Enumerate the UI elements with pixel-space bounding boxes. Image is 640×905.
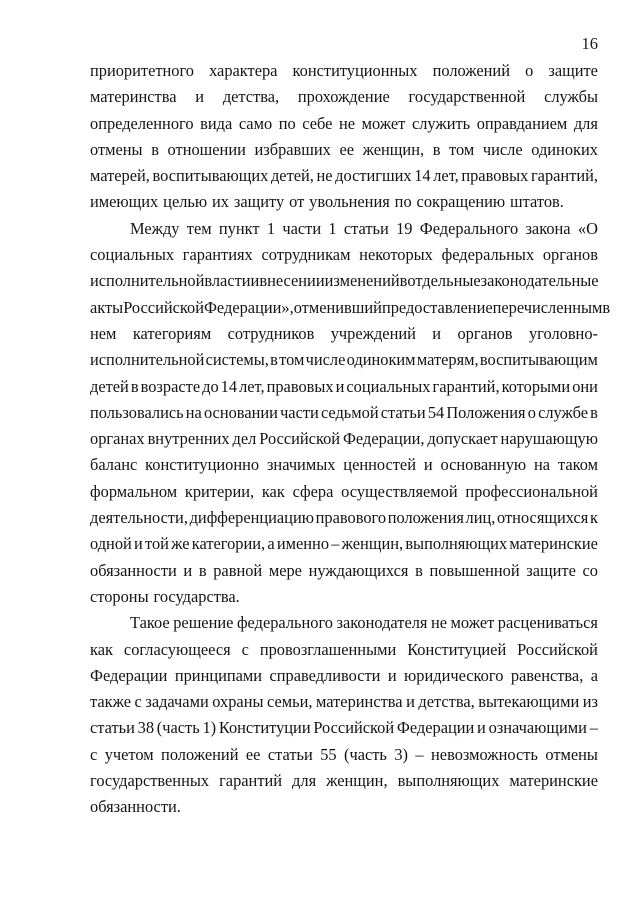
word: гарантий, <box>432 376 500 396</box>
word: с <box>90 744 98 764</box>
paragraph <box>90 216 611 610</box>
word: по <box>278 113 296 133</box>
word: приоритетного <box>90 61 194 80</box>
word: к <box>589 508 598 528</box>
word: положений <box>432 61 510 80</box>
word: исполнительной <box>90 271 205 291</box>
word: обязанности <box>90 560 177 580</box>
word: от <box>289 192 305 212</box>
word: выполняющих <box>405 534 508 554</box>
word: части <box>280 402 319 422</box>
word: же <box>171 534 190 554</box>
word: 54 <box>427 402 445 422</box>
text-line <box>90 268 598 294</box>
word: женщин, <box>326 771 388 791</box>
word: службы <box>544 87 598 107</box>
word: власти <box>204 271 251 291</box>
word: ее <box>339 139 355 159</box>
word: а <box>267 534 275 554</box>
word: гарантий <box>219 771 283 791</box>
word: равенства, <box>510 665 584 685</box>
word: конституционных <box>292 61 418 80</box>
word: справедливости <box>269 665 381 685</box>
paragraph <box>90 610 598 820</box>
text-line <box>90 715 598 741</box>
word: материнства <box>316 692 403 712</box>
word: правового <box>315 508 387 528</box>
word: (часть <box>344 744 387 764</box>
word: 55 <box>320 744 337 764</box>
text-line <box>90 84 598 110</box>
word: на <box>534 455 551 475</box>
word: со <box>582 560 598 580</box>
word: материнства <box>90 87 177 107</box>
word: провозглашенными <box>259 639 397 659</box>
word: детей, <box>270 166 314 186</box>
word: Федерации <box>90 665 168 685</box>
word: достигших <box>335 166 412 186</box>
word: с <box>134 692 142 712</box>
word: принципами <box>174 665 263 685</box>
word: как <box>261 481 285 501</box>
word: увольнения <box>309 192 390 212</box>
text-line <box>90 610 598 636</box>
text-line <box>90 479 598 505</box>
word: органов <box>542 245 598 265</box>
word: они <box>572 376 598 396</box>
text-line <box>90 400 598 426</box>
word: закона <box>525 218 571 238</box>
word: о <box>525 61 534 80</box>
word: прохождение <box>297 87 390 107</box>
word: по <box>394 192 412 212</box>
word: Российской <box>123 297 204 317</box>
word: выполняющих <box>397 771 500 791</box>
word: согласующееся <box>123 639 231 659</box>
word: обязанности. <box>90 797 181 817</box>
word: статьи <box>267 744 313 764</box>
word: до <box>202 376 219 396</box>
word: равной <box>213 560 263 580</box>
word: оправданием <box>476 113 568 133</box>
word: 38 <box>137 718 155 738</box>
word: пункт <box>218 218 260 238</box>
word: и <box>335 376 345 396</box>
word: также <box>90 692 131 712</box>
word: нем <box>90 323 117 343</box>
word: том <box>449 139 475 159</box>
word: гарантий, <box>530 166 598 186</box>
word: женщин, <box>362 139 425 159</box>
word: материнские <box>509 534 598 554</box>
word: которыми <box>501 376 571 396</box>
word: защиту <box>233 192 285 212</box>
word: нуждающихся <box>308 560 409 580</box>
word: формальном <box>90 481 178 501</box>
word: статьи <box>380 402 426 422</box>
word: – <box>331 534 340 554</box>
word: некоторых <box>359 245 433 265</box>
word: воспитывающих <box>152 166 269 186</box>
word: в <box>198 560 207 580</box>
word: гарантиях <box>182 245 253 265</box>
word: мере <box>268 560 302 580</box>
word: ее <box>245 744 261 764</box>
word: числе <box>305 350 346 370</box>
word: и <box>406 692 415 712</box>
text-line <box>90 137 598 163</box>
word: характера <box>209 61 278 80</box>
word: защите <box>548 61 598 80</box>
word: государственных <box>90 771 210 791</box>
word: и <box>134 534 143 554</box>
word: штатов. <box>510 192 564 212</box>
word: сотрудников <box>227 323 315 343</box>
word: матерям, <box>416 350 479 370</box>
text-line <box>90 663 598 689</box>
word: 3) <box>394 744 408 764</box>
word: означающими <box>488 718 587 738</box>
word: отмены <box>90 139 143 159</box>
word: 14 <box>220 376 238 396</box>
word: избравших <box>254 139 331 159</box>
word: государственной <box>408 87 526 107</box>
text-line <box>90 584 598 610</box>
word: правовых <box>266 376 334 396</box>
text-line <box>90 452 598 478</box>
word: сотрудникам <box>261 245 351 265</box>
word: сокращению <box>416 192 506 212</box>
page-number: 16 <box>581 34 598 53</box>
word: конституционно <box>145 455 260 475</box>
word: детей <box>90 376 129 396</box>
word: может <box>450 613 495 633</box>
word: о <box>527 402 536 422</box>
word: значимых <box>266 455 336 475</box>
word: определенного <box>90 113 194 133</box>
text-line <box>90 558 598 584</box>
word: в <box>590 402 598 422</box>
word: как <box>90 639 113 659</box>
word: уголовно- <box>528 323 598 343</box>
text-line <box>90 505 598 531</box>
word: решение <box>173 613 234 633</box>
word: отношении <box>167 139 246 159</box>
word: и <box>195 87 205 107</box>
word: федерального <box>236 613 333 633</box>
word: тем <box>186 218 212 238</box>
text-line <box>90 216 598 242</box>
word: не <box>339 113 356 133</box>
word: а <box>590 665 598 685</box>
word: отмены <box>545 744 598 764</box>
word: категориям <box>132 323 212 343</box>
word: нарушающую <box>500 429 598 449</box>
word: детства, <box>418 692 475 712</box>
word: статьи <box>343 218 389 238</box>
text-line <box>90 163 598 189</box>
word: их <box>212 192 229 212</box>
word: законодателя <box>336 613 428 633</box>
word: повышенной <box>429 560 520 580</box>
word: семьи, <box>267 692 313 712</box>
word: возрасте <box>140 376 201 396</box>
word: целью <box>163 192 208 212</box>
word: предоставление <box>381 297 493 317</box>
word: юридического <box>404 665 504 685</box>
word: правовых <box>461 166 529 186</box>
word: изменений <box>324 271 400 291</box>
word: учреждений <box>330 323 416 343</box>
word: критерии, <box>184 481 255 501</box>
word: Конституции <box>218 718 311 738</box>
word: не <box>430 613 448 633</box>
word: системы, <box>205 350 269 370</box>
word: седьмой <box>320 402 379 422</box>
word: «О <box>577 218 598 238</box>
word: государства. <box>153 586 240 606</box>
word: лиц, <box>465 508 496 528</box>
text-line <box>90 189 598 215</box>
word: 14 <box>414 166 431 186</box>
text-line <box>90 742 598 768</box>
word: в <box>151 139 159 159</box>
word: и <box>477 718 486 738</box>
word: (часть <box>156 718 200 738</box>
word: профессиональной <box>465 481 598 501</box>
text-line <box>90 637 598 663</box>
word: 1 <box>266 218 276 238</box>
word: таком <box>557 455 598 475</box>
word: в <box>415 560 423 580</box>
word: категории, <box>191 534 266 554</box>
word: внесении <box>259 271 325 291</box>
word: законодательные <box>480 271 599 291</box>
word: – <box>415 744 424 764</box>
word: и <box>423 455 433 475</box>
text-line <box>90 794 598 820</box>
word: в <box>270 350 278 370</box>
word: для <box>573 113 598 133</box>
word: осуществляемой <box>341 481 458 501</box>
text-line <box>90 347 598 373</box>
document-text-column <box>90 58 611 821</box>
word: числе <box>482 139 523 159</box>
word: деятельности, <box>90 508 188 528</box>
word: относящихся <box>497 508 589 528</box>
word: Федерального <box>419 218 519 238</box>
word: Российской <box>259 429 341 449</box>
word: отменивший <box>293 297 382 317</box>
word: ценностей <box>343 455 416 475</box>
word: части <box>282 218 322 238</box>
word: вида <box>200 113 233 133</box>
text-line <box>90 768 598 794</box>
word: и <box>250 271 260 291</box>
word: стороны <box>90 586 149 606</box>
word: и <box>183 560 193 580</box>
word: Положения <box>446 402 526 422</box>
word: Конституцией <box>407 639 507 659</box>
word: органах <box>90 429 145 449</box>
word: Между <box>130 218 180 238</box>
word: учетом <box>104 744 154 764</box>
word: с <box>241 639 249 659</box>
word: лет, <box>239 376 265 396</box>
word: и <box>387 665 397 685</box>
word: Российской <box>313 718 395 738</box>
word: отдельные <box>407 271 481 291</box>
word: защите <box>526 560 576 580</box>
text-line <box>90 242 598 268</box>
word: для <box>292 771 317 791</box>
word: баланс <box>90 455 138 475</box>
word: на <box>185 402 202 422</box>
word: основании <box>203 402 278 422</box>
word: материнские <box>509 771 598 791</box>
word: сфера <box>292 481 334 501</box>
text-line <box>90 531 598 557</box>
word: само <box>238 113 273 133</box>
word: матерей, <box>90 166 150 186</box>
text-line <box>90 426 598 452</box>
text-line <box>90 374 598 400</box>
word: положения <box>387 508 464 528</box>
word: может <box>361 113 406 133</box>
word: не <box>316 166 333 186</box>
word: том <box>279 350 305 370</box>
word: 19 <box>396 218 413 238</box>
word: акты <box>90 297 124 317</box>
word: 1 <box>328 218 337 238</box>
word: одиноких <box>531 139 598 159</box>
word: невозможность <box>431 744 538 764</box>
word: и <box>432 323 442 343</box>
word: Российской <box>517 639 598 659</box>
word: 1) <box>202 718 217 738</box>
text-line <box>90 321 598 347</box>
word: перечисленным <box>492 297 603 317</box>
word: службе <box>538 402 589 422</box>
word: допускает <box>427 429 498 449</box>
word: вытекающими <box>478 692 580 712</box>
text-line <box>90 58 598 84</box>
word: социальных <box>346 376 431 396</box>
text-line <box>90 689 598 715</box>
word: расцениваться <box>497 613 598 633</box>
text-line <box>90 295 611 321</box>
word: себе <box>302 113 333 133</box>
word: органов <box>457 323 513 343</box>
word: дифференциацию <box>189 508 314 528</box>
word: лет, <box>433 166 459 186</box>
word: в <box>432 139 441 159</box>
word: охраны <box>212 692 264 712</box>
word: – <box>589 718 598 738</box>
word: детства, <box>222 87 280 107</box>
word: статьи <box>90 718 135 738</box>
word: Федерации», <box>203 297 294 317</box>
word: имеющих <box>90 192 159 212</box>
paragraph <box>90 58 598 216</box>
word: служить <box>411 113 471 133</box>
word: той <box>145 534 169 554</box>
word: из <box>582 692 598 712</box>
word: федеральных <box>441 245 535 265</box>
word: одной <box>90 534 132 554</box>
word: в <box>602 297 611 317</box>
word: внутренних <box>147 429 230 449</box>
word: исполнительной <box>90 350 205 370</box>
word: одиноким <box>346 350 416 370</box>
word: Федерации, <box>342 429 425 449</box>
word: социальных <box>90 245 175 265</box>
word: женщин, <box>341 534 404 554</box>
text-line <box>90 111 598 137</box>
word: в <box>399 271 408 291</box>
word: Федерации <box>396 718 475 738</box>
word: именно <box>276 534 330 554</box>
word: пользовались <box>90 402 184 422</box>
word: основанную <box>440 455 527 475</box>
word: воспитывающим <box>479 350 598 370</box>
word: дел <box>232 429 257 449</box>
word: задачами <box>145 692 209 712</box>
word: Такое <box>130 613 170 633</box>
word: положений <box>161 744 239 764</box>
word: в <box>130 376 139 396</box>
